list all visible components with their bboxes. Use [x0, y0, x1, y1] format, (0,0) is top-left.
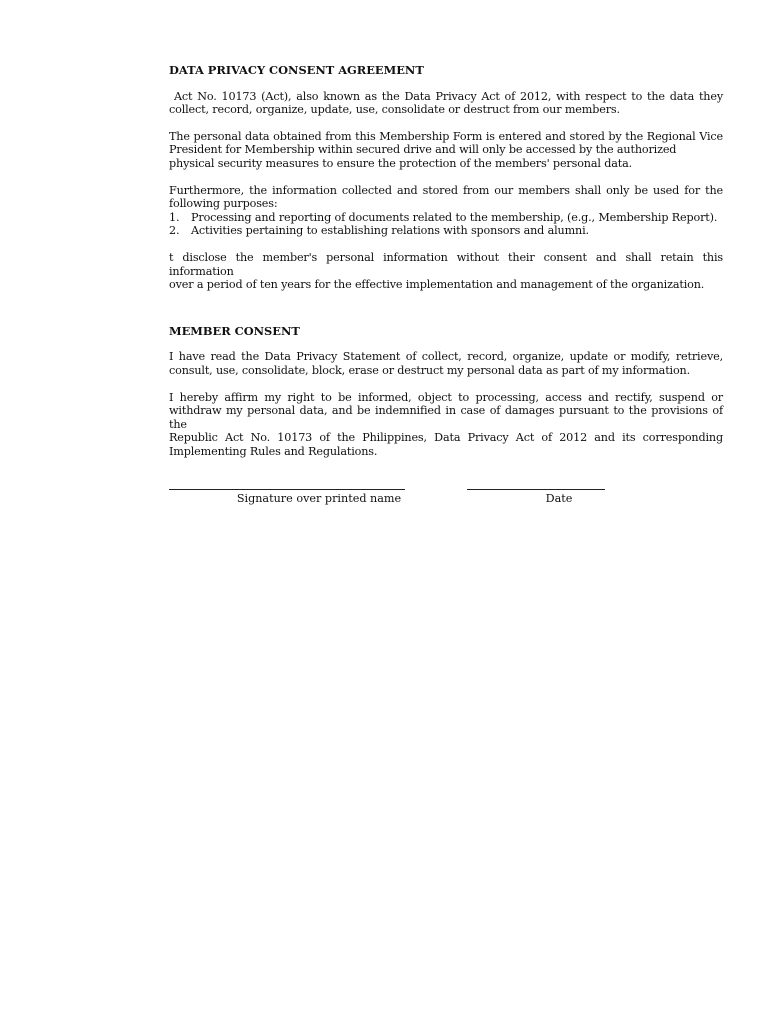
consent-heading: MEMBER CONSENT — [169, 323, 300, 338]
read-statement-line-2: consult, use, consolidate, block, erase or destruct my personal data as part of my information. — [169, 363, 691, 377]
act-paragraph-line-1: Act No. 10173 (Act), also known as the Data Privacy Act of 2012, with respect to the data they — [174, 89, 723, 103]
act-paragraph — [169, 90, 723, 117]
signature-line[interactable] — [169, 489, 405, 490]
affirm-paragraph — [169, 391, 723, 459]
affirm-paragraph-line-3: Republic Act No. 10173 of the Philippines, Data Privacy Act of 2012 and its corresponding — [169, 431, 723, 445]
purpose-list-item-1 — [169, 211, 723, 225]
purposes-paragraph-line-2: following purposes: — [169, 197, 278, 211]
document-body — [169, 64, 723, 471]
purpose-list-text: Processing and reporting of documents related to the membership, (e.g., Membership Report). — [191, 210, 718, 224]
disclosure-paragraph-line-2: over a period of ten years for the effective implementation and management of the organization. — [169, 278, 705, 292]
purposes-paragraph — [169, 184, 723, 238]
storage-paragraph-line-3: physical security measures to ensure the protection of the members' personal data. — [169, 156, 632, 170]
purpose-list-text: Activities pertaining to establishing relations with sponsors and alumni. — [191, 224, 589, 238]
read-statement-paragraph — [169, 350, 723, 377]
purpose-list-number: 2. — [169, 224, 180, 238]
purpose-list-item-2 — [169, 224, 723, 238]
purpose-list-number: 1. — [169, 210, 180, 224]
privacy-heading: DATA PRIVACY CONSENT AGREEMENT — [169, 63, 424, 77]
signature-label: Signature over printed name — [236, 492, 402, 505]
date-label: Date — [545, 492, 573, 505]
storage-paragraph — [169, 130, 723, 171]
disclosure-paragraph-line-1: t disclose the member's personal information without their consent and shall retain this information — [169, 250, 723, 278]
disclosure-paragraph — [169, 251, 723, 292]
section-spacer — [169, 305, 723, 325]
affirm-paragraph-line-4: Implementing Rules and Regulations. — [169, 444, 378, 458]
affirm-paragraph-line-1: I hereby affirm my right to be informed, object to processing, access and rectify, suspend or — [169, 390, 723, 404]
storage-paragraph-line-2: President for Membership within secured drive and will only be accessed by the authorized — [169, 143, 677, 157]
affirm-paragraph-line-2: withdraw my personal data, and be indemnified in case of damages pursuant to the provisions of the — [169, 404, 723, 431]
read-statement-line-1: I have read the Data Privacy Statement of collect, record, organize, update or modify, retrieve, — [169, 350, 723, 364]
purposes-paragraph-line-1: Furthermore, the information collected and stored from our members shall only be used for the — [169, 183, 723, 197]
storage-paragraph-line-1: The personal data obtained from this Membership Form is entered and stored by the Regional Vice — [169, 129, 723, 143]
signature-block — [169, 477, 629, 517]
date-line[interactable] — [467, 489, 605, 490]
act-paragraph-line-2: collect, record, organize, update, use, consolidate or destruct from our members. — [169, 103, 620, 117]
